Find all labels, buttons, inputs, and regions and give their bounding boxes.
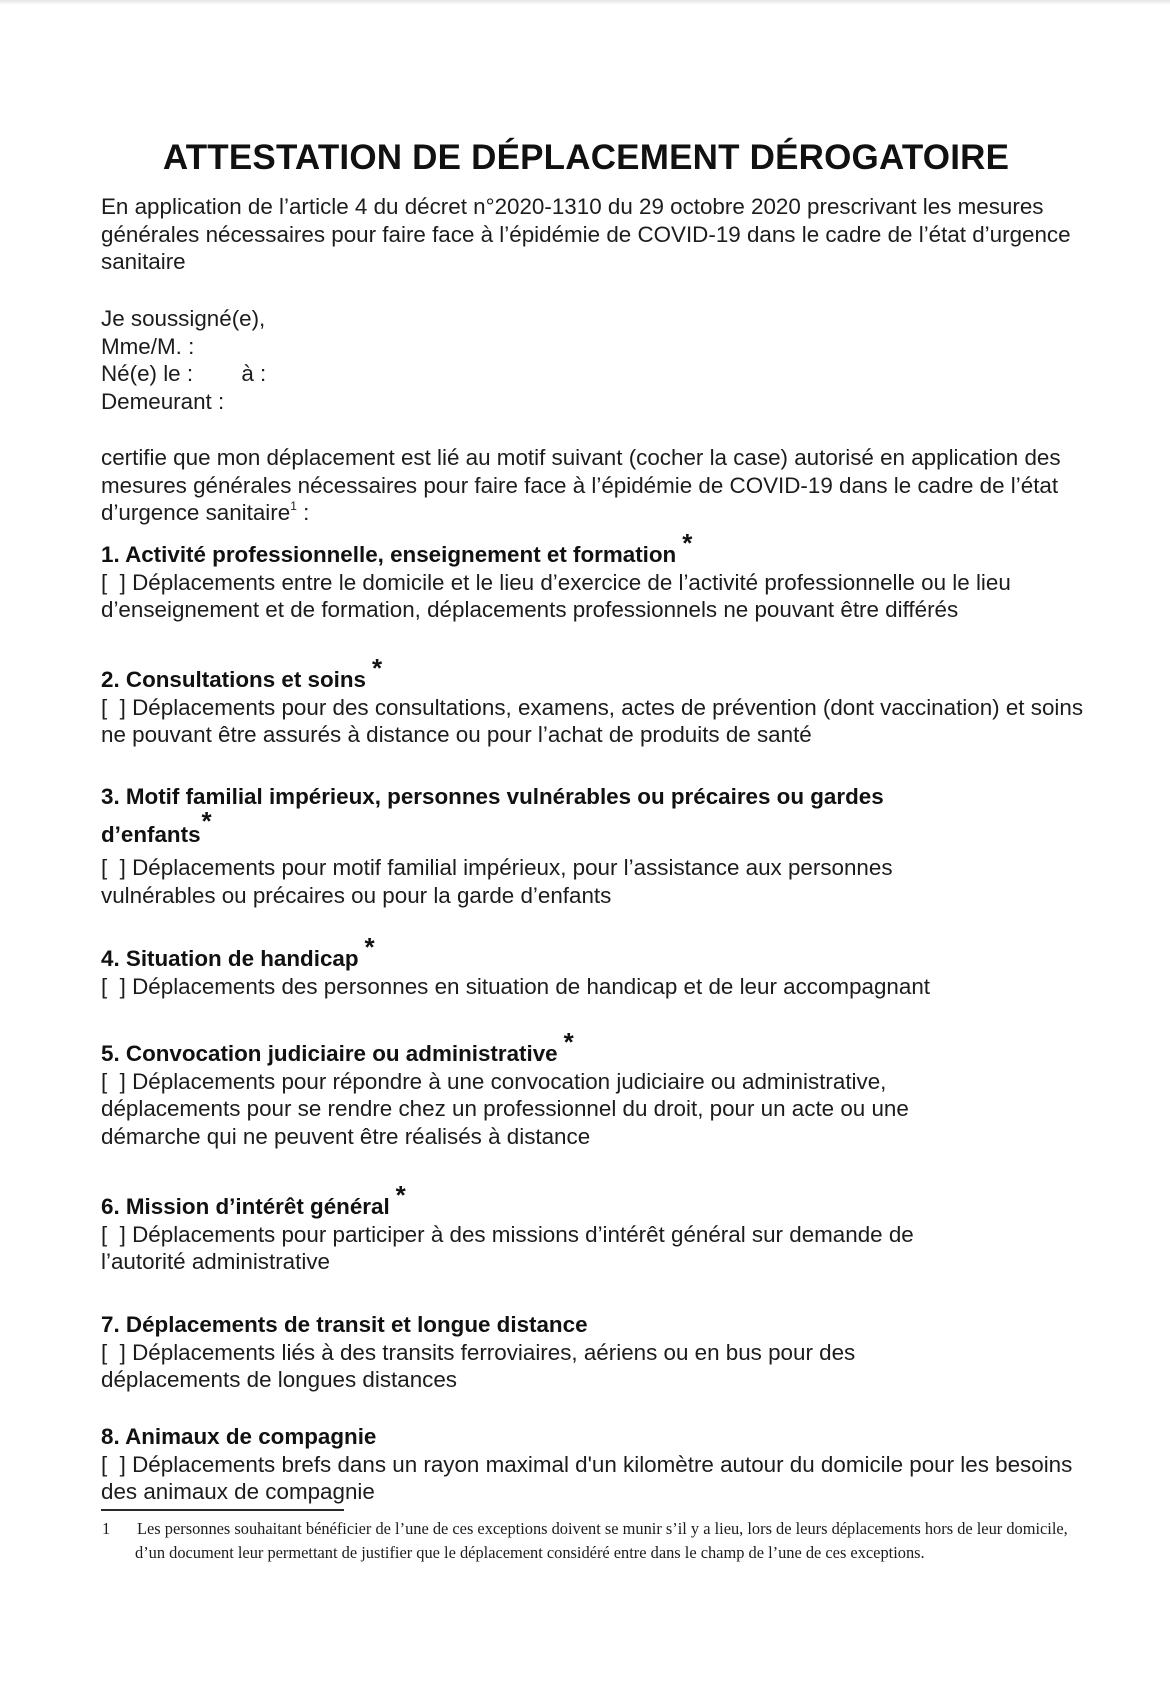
motif-description bbox=[101, 854, 931, 909]
certify-paragraph bbox=[101, 444, 1091, 527]
motif-8 bbox=[101, 1423, 1091, 1506]
motif-title-text: 1. Activité professionnelle, enseignement et formation bbox=[101, 542, 677, 567]
motif-description bbox=[101, 1068, 951, 1151]
motif-description bbox=[101, 694, 1091, 749]
motif-title bbox=[101, 1423, 1091, 1451]
motif-title bbox=[101, 653, 1091, 694]
motif-description bbox=[101, 569, 1091, 624]
motif-title-text: 7. Déplacements de transit et longue distance bbox=[101, 1312, 588, 1337]
motif-6 bbox=[101, 1180, 1091, 1276]
identity-section bbox=[101, 305, 1091, 415]
motif-title-text: 4. Situation de handicap bbox=[101, 946, 359, 971]
motif-4 bbox=[101, 932, 1091, 1000]
motif-title-text: 8. Animaux de compagnie bbox=[101, 1424, 377, 1449]
motif-title bbox=[101, 528, 1091, 569]
motif-checkbox[interactable]: [ ] bbox=[101, 973, 126, 999]
motif-description-text: Déplacements liés à des transits ferroviaires, aériens ou en bus pour des déplacements de longues distances bbox=[101, 1339, 856, 1392]
birth-field-row bbox=[101, 360, 1091, 388]
motif-5 bbox=[101, 1027, 1091, 1150]
motif-description-text: Déplacements pour participer à des missions d’intérêt général sur demande de l’autorité administrative bbox=[101, 1221, 914, 1274]
motif-2 bbox=[101, 653, 1091, 749]
address-label: Demeurant : bbox=[101, 388, 225, 414]
motif-title-text: 5. Convocation judiciaire ou administrative bbox=[101, 1041, 558, 1066]
asterisk-marker: * bbox=[682, 528, 693, 558]
motif-description-text: Déplacements pour motif familial impérieux, pour l’assistance aux personnes vulnérables ou précaires ou pour la garde d’enfants bbox=[101, 855, 893, 908]
motif-description-text: Déplacements pour des consultations, examens, actes de prévention (dont vaccination) et soins ne pouvant être assurés à distance ou pour l’achat de produits de santé bbox=[101, 694, 1084, 747]
motif-checkbox[interactable]: [ ] bbox=[101, 855, 126, 880]
motif-checkbox[interactable]: [ ] bbox=[101, 569, 126, 595]
motif-title-text: 2. Consultations et soins bbox=[101, 667, 366, 692]
name-label: Mme/M. : bbox=[101, 333, 195, 359]
motif-checkbox[interactable]: [ ] bbox=[101, 694, 126, 720]
footnote bbox=[101, 1517, 1091, 1564]
motif-title bbox=[101, 1027, 1091, 1068]
name-field-row[interactable] bbox=[101, 333, 1091, 361]
address-field-row[interactable] bbox=[101, 388, 1091, 416]
birth-place-label: à : bbox=[241, 361, 267, 386]
motif-description-text: Déplacements des personnes en situation de handicap et de leur accompagnant bbox=[132, 973, 931, 999]
certify-suffix: : bbox=[296, 500, 310, 525]
asterisk-marker: * bbox=[395, 1180, 406, 1210]
page-top-edge bbox=[0, 0, 1170, 5]
motif-title bbox=[101, 1180, 1091, 1221]
footnote-number: 1 bbox=[102, 1519, 111, 1538]
motif-description bbox=[101, 1451, 1091, 1506]
certify-text: certifie que mon déplacement est lié au motif suivant (cocher la case) autorisé en application des mesures générales nécessaires pour faire face à l’épidémie de COVID-19 dans le cadre de l’état d’urgence sanitaire bbox=[101, 445, 1061, 525]
birth-date-label: Né(e) le : bbox=[101, 361, 194, 386]
motif-1 bbox=[101, 528, 1091, 624]
asterisk-marker: * bbox=[563, 1027, 574, 1057]
motif-description-text: Déplacements brefs dans un rayon maximal d'un kilomètre autour du domicile pour les besoins des animaux de compagnie bbox=[101, 1451, 1073, 1504]
footnote-ref[interactable]: 1 bbox=[290, 499, 297, 513]
motif-title bbox=[101, 778, 921, 854]
document-title: ATTESTATION DE DÉPLACEMENT DÉROGATOIRE bbox=[162, 138, 1010, 177]
undersigned-label: Je soussigné(e), bbox=[101, 306, 266, 331]
motif-checkbox[interactable]: [ ] bbox=[101, 1339, 126, 1365]
asterisk-marker: * bbox=[201, 806, 212, 836]
asterisk-marker: * bbox=[372, 653, 383, 683]
motif-description bbox=[101, 973, 1091, 1001]
motif-3 bbox=[101, 778, 1091, 909]
motif-checkbox[interactable]: [ ] bbox=[101, 1221, 126, 1247]
footnote-text: Les personnes souhaitant bénéficier de l’une de ces exceptions doivent se munir s’il y a lieu, lors de leurs déplacements hors de leur domicile, d’un document leur permettant de justifier que le déplacement considéré entre dans le champ de l’une de ces exceptions. bbox=[135, 1519, 1068, 1562]
motif-description-text: Déplacements pour répondre à une convocation judiciaire ou administrative, déplacements pour se rendre chez un professionnel du droit, pour un acte ou une démarche qui ne peuvent être réalisés à distance bbox=[101, 1068, 909, 1149]
motif-checkbox[interactable]: [ ] bbox=[101, 1068, 126, 1094]
motif-description bbox=[101, 1221, 981, 1276]
asterisk-marker: * bbox=[364, 932, 375, 962]
motif-title-text: 3. Motif familial impérieux, personnes vulnérables ou précaires ou gardes d’enfants bbox=[101, 784, 884, 847]
footnote-separator bbox=[101, 1509, 344, 1511]
motif-description-text: Déplacements entre le domicile et le lieu d’exercice de l’activité professionnelle ou le lieu d’enseignement et de formation, déplacements professionnels ne pouvant être différés bbox=[101, 569, 1011, 622]
motif-7 bbox=[101, 1311, 1091, 1394]
motif-title bbox=[101, 1311, 1091, 1339]
intro-paragraph: En application de l’article 4 du décret n°2020-1310 du 29 octobre 2020 prescrivant les mesures générales nécessaires pour faire face à l’épidémie de COVID-19 dans le cadre de l’état d’urgence sanitaire bbox=[101, 194, 1071, 274]
motif-title-text: 6. Mission d’intérêt général bbox=[101, 1194, 390, 1219]
motif-description bbox=[101, 1339, 931, 1394]
motif-checkbox[interactable]: [ ] bbox=[101, 1451, 126, 1477]
motif-title bbox=[101, 932, 1091, 973]
